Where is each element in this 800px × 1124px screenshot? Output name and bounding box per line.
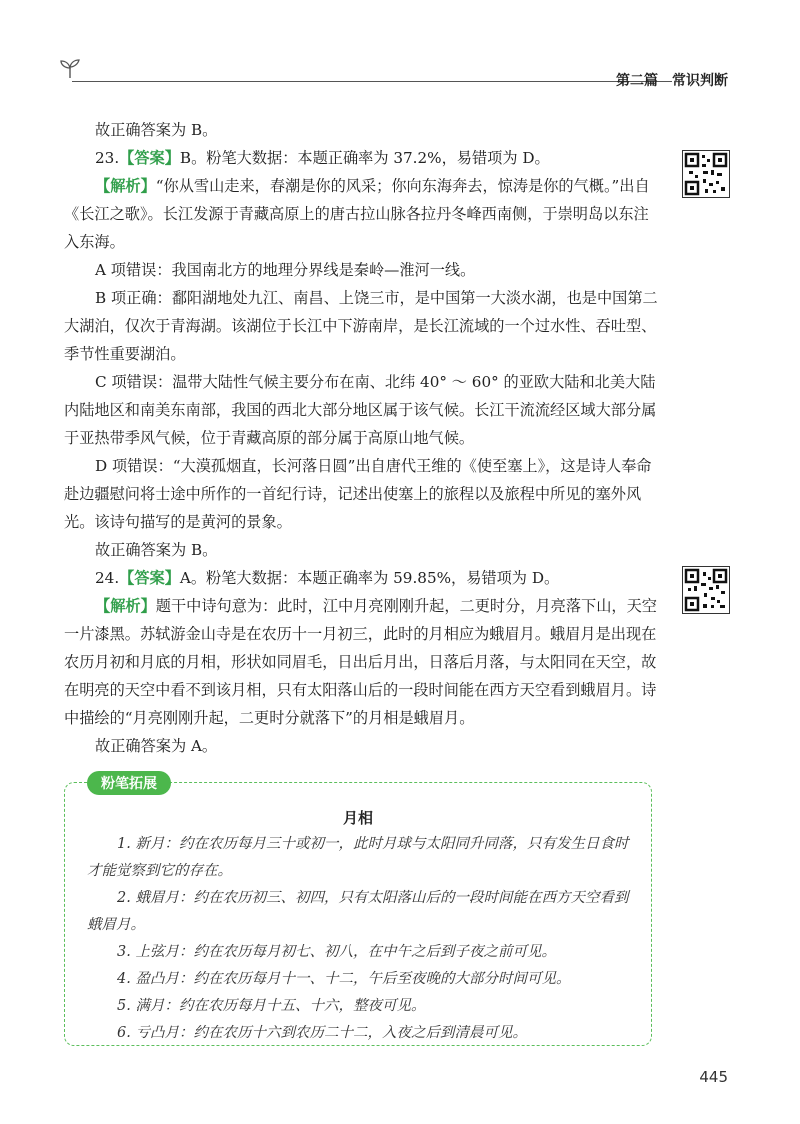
answer-text: A。粉笔大数据：本题正确率为 59.85%，易错项为 D。 — [179, 569, 560, 587]
qr-code-24[interactable] — [682, 566, 730, 614]
paragraph: 故正确答案为 B。 — [95, 541, 218, 559]
list-item: 5. 满月：约在农历每月十五、十六，整夜可见。 — [117, 998, 426, 1014]
page-number: 445 — [699, 1068, 728, 1086]
analysis-text: “你从雪山走来，春潮是你的风采；你向东海奔去，惊涛是你的气概。”出自《长江之歌》。长江发源于青藏高原上的唐古拉山脉各拉丹冬峰西南侧，于崇明岛以东注入东海。 — [64, 177, 650, 251]
answer-label: 【答案】 — [119, 149, 180, 167]
answer-label: 【答案】 — [119, 569, 180, 587]
question-24-analysis — [64, 592, 660, 732]
page-header — [58, 58, 730, 98]
question-23-answer — [64, 144, 660, 172]
list-item: 3. 上弦月：约在农历每月初七、初八，在中午之后到子夜之前可见。 — [117, 944, 556, 960]
list-item: 4. 盈凸月：约在农历每月十一、十二，午后至夜晚的大部分时间可见。 — [117, 971, 571, 987]
list-item: 2. 蛾眉月：约在农历初三、初四，只有太阳落山后的一段时间能在西方天空看到蛾眉月。 — [87, 890, 629, 933]
extension-tag: 粉笔拓展 — [87, 771, 171, 795]
question-number: 23. — [95, 149, 120, 167]
answer-text: B。粉笔大数据：本题正确率为 37.2%，易错项为 D。 — [179, 149, 550, 167]
header-rule — [72, 81, 672, 82]
analysis-label: 【解析】 — [95, 597, 156, 615]
qr-code-icon — [683, 567, 729, 613]
paragraph: 故正确答案为 A。 — [95, 737, 218, 755]
section-title: 第二篇 常识判断 — [616, 73, 728, 89]
option-a: A 项错误：我国南北方的地理分界线是秦岭—淮河一线。 — [95, 261, 476, 279]
sprout-icon — [58, 58, 82, 80]
qr-code-23[interactable] — [682, 150, 730, 198]
list-item: 6. 亏凸月：约在农历十六到农历二十二，入夜之后到清晨可见。 — [117, 1025, 527, 1041]
question-24-answer — [64, 564, 660, 592]
extension-box — [64, 776, 652, 1046]
extension-body — [87, 831, 637, 1047]
list-item: 1. 新月：约在农历每月三十或初一，此时月球与太阳同升同落，只有发生日食时才能觉察到它的存在。 — [87, 836, 629, 879]
option-b: B 项正确：鄱阳湖地处九江、南昌、上饶三市，是中国第一大淡水湖，也是中国第二大湖泊，仅次于青海湖。该湖位于长江中下游南岸，是长江流域的一个过水性、吞吐型、季节性重要湖泊。 — [64, 289, 658, 363]
qr-code-icon — [683, 151, 729, 197]
analysis-label: 【解析】 — [95, 177, 156, 195]
question-number: 24. — [95, 569, 120, 587]
paragraph: 故正确答案为 B。 — [95, 121, 218, 139]
extension-title: 月相 — [342, 809, 373, 827]
option-d: D 项错误：“大漠孤烟直，长河落日圆”出自唐代王维的《使至塞上》，这是诗人奉命赴边疆慰问将士途中所作的一首纪行诗，记述出使塞上的旅程以及旅程中所见的塞外风光。该诗句描写的是黄河的景象。 — [64, 457, 652, 531]
analysis-text: 题干中诗句意为：此时，江中月亮刚刚升起，二更时分，月亮落下山，天空一片漆黑。苏轼游金山寺是在农历十一月初三，此时的月相应为蛾眉月。蛾眉月是出现在农历月初和月底的月相，形状如同眉毛，日出后月出，日落后月落，与太阳同在天空，故在明亮的天空中看不到该月相，只有太阳落山后的一段时间能在西方天空看到蛾眉月。诗中描绘的“月亮刚刚升起，二更时分就落下”的月相是蛾眉月。 — [64, 597, 657, 727]
question-23-analysis — [64, 172, 660, 256]
answer-content — [64, 116, 660, 760]
option-c: C 项错误：温带大陆性气候主要分布在南、北纬 40° ～ 60° 的亚欧大陆和北美大陆内陆地区和南美东南部，我国的西北大部分地区属于该气候。长江干流流经区域大部分属于亚热带季风气候，位于青藏高原的部分属于高原山地气候。 — [64, 373, 657, 447]
